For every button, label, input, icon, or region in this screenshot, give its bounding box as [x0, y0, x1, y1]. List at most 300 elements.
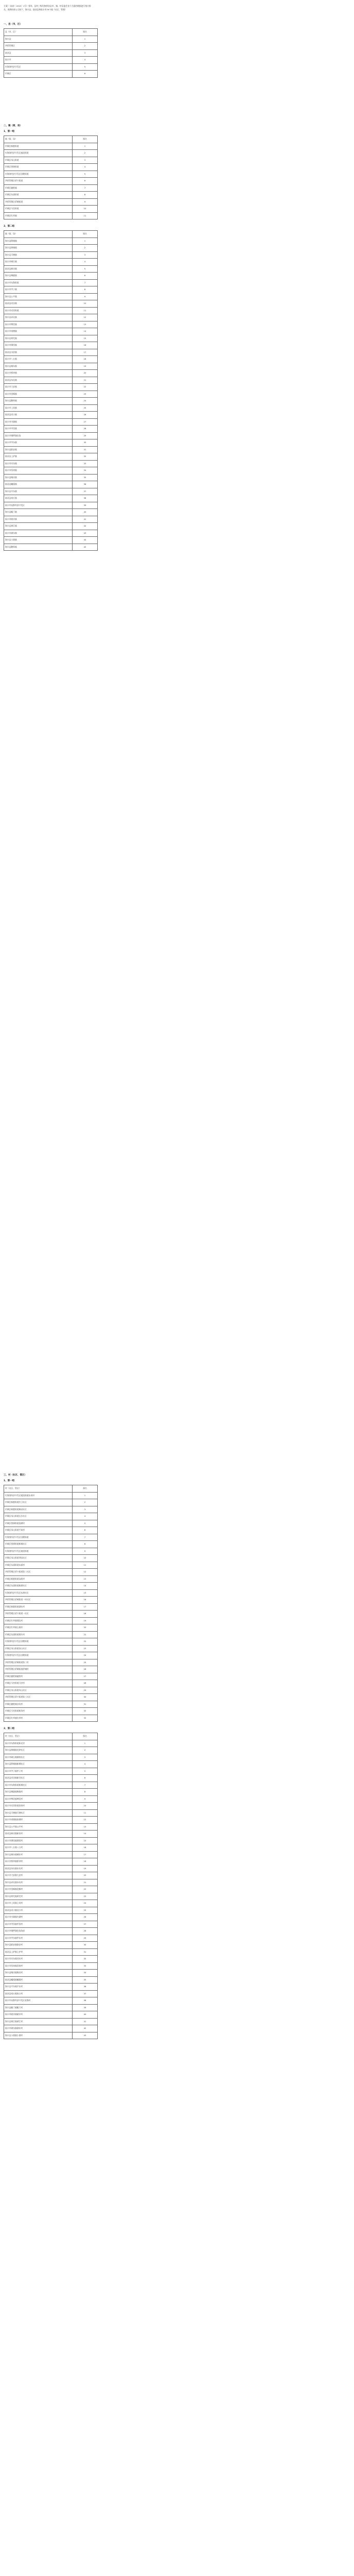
table-row	[4, 1589, 98, 1597]
row-rank-cell: 6	[73, 1775, 98, 1782]
row-name-cell: 陆丰市湖东镇湖东村	[4, 2025, 73, 2032]
row-name-cell: 陆河县河口镇	[4, 412, 73, 419]
row-name-cell: 华侨管理区侨城街道侨城村	[4, 1666, 73, 1673]
table-row	[4, 495, 98, 502]
row-name-cell: 陆丰市大安镇大安村	[4, 1872, 73, 1879]
row-rank-cell: 39	[73, 502, 98, 509]
section-village	[4, 1473, 94, 2044]
row-name-cell: 陆丰市南塘镇南塘村	[4, 1817, 73, 1824]
row-rank-cell: 28	[73, 426, 98, 433]
row-name-cell: 华侨管理区侨城街道第二村	[4, 1659, 73, 1666]
table-row	[4, 1548, 98, 1555]
row-rank-cell: 32	[73, 1956, 98, 1963]
row-rank-cell: 38	[73, 495, 98, 502]
row-name-cell: 海丰县海城镇龙津社区	[4, 1747, 73, 1754]
row-name-cell: 市城区凤山街道奎山社区	[4, 1645, 73, 1652]
row-name-cell: 海丰县公平镇	[4, 293, 73, 300]
table-row	[4, 1956, 98, 1963]
table-row	[4, 184, 98, 192]
row-name-cell: 市城区红草镇埔边村	[4, 1617, 73, 1624]
subsection-title: 1、第一组	[4, 130, 15, 133]
row-name-cell: 华侨管理区	[4, 43, 73, 50]
row-rank-cell: 8	[73, 1789, 98, 1796]
table-row	[4, 426, 98, 433]
row-rank-cell: 5	[73, 171, 98, 178]
row-rank-cell: 2	[73, 1499, 98, 1506]
row-name-cell: 华侨管理区侨兴街道第二社区	[4, 1569, 73, 1576]
row-rank-cell: 25	[73, 1659, 98, 1666]
row-name-cell: 陆河县河田镇	[4, 300, 73, 308]
table-row	[4, 467, 98, 474]
row-rank-cell: 13	[73, 1575, 98, 1583]
row-rank-cell: 35	[73, 474, 98, 481]
row-name-cell: 海丰县梅陇镇梅陇村	[4, 1789, 73, 1796]
row-name-cell: 陆丰市甲西镇	[4, 426, 73, 433]
row-name-cell: 市城区红草镇	[4, 212, 73, 219]
row-name-cell: 陆丰市博美镇	[4, 321, 73, 328]
row-name-cell: 红海湾经济开发区遮浪街道	[4, 1548, 73, 1555]
row-name-cell: 华侨管理区侨城街道一村社区	[4, 1597, 73, 1604]
row-rank-cell: 14	[73, 328, 98, 335]
row-rank-cell: 5	[73, 265, 98, 273]
row-rank-cell: 7	[73, 184, 98, 192]
row-name-cell: 陆丰市西南镇	[4, 467, 73, 474]
row-name-cell: 海丰县城东镇城东村	[4, 1851, 73, 1858]
row-rank-cell: 18	[73, 1858, 98, 1866]
row-rank-cell: 9	[73, 293, 98, 300]
row-rank-cell: 3	[73, 49, 98, 57]
row-name-cell: 市城区新港街道汕尾村	[4, 1575, 73, 1583]
row-rank-cell: 24	[73, 1900, 98, 1907]
row-name-cell: 陆河县南万镇南万村	[4, 1990, 73, 1997]
row-name-cell: 海丰县小漠镇	[4, 537, 73, 544]
row-name-cell: 海丰县附城镇新城社区	[4, 1761, 73, 1768]
row-rank-cell: 11	[73, 1562, 98, 1569]
row-rank-cell: 45	[73, 544, 98, 551]
table-row	[4, 1976, 98, 1984]
row-rank-cell: 2	[73, 245, 98, 252]
row-rank-cell: 42	[73, 2025, 98, 2032]
table-row	[4, 537, 98, 544]
row-rank-cell: 18	[73, 1611, 98, 1618]
table-row	[4, 1914, 98, 1921]
table-row	[4, 1569, 98, 1576]
intro-paragraph: 方案》（汕府〔2023〕1号）要求，县村三级均按照各县市、镇、村居委会各个方面的数据进行统计排名，现将结果公示如下，海丰县、陆河县和陆丰市76个镇（社区、管理）	[4, 5, 91, 11]
row-name-cell: 陆丰市潭西镇	[4, 342, 73, 349]
row-name-cell: 陆丰市大安镇	[4, 384, 73, 391]
row-name-cell: 市城区凤山街道翠园社区	[4, 1555, 73, 1562]
row-rank-cell: 25	[73, 404, 98, 412]
row-name-cell: 市城区凤山街道	[4, 157, 73, 164]
row-name-cell: 陆丰市河西街道	[4, 307, 73, 314]
row-rank-cell: 20	[73, 1624, 98, 1632]
table-row	[4, 432, 98, 439]
table-row	[4, 1831, 98, 1838]
table-row	[4, 57, 98, 64]
row-rank-cell: 21	[73, 377, 98, 384]
row-rank-cell: 30	[73, 1942, 98, 1949]
table-row	[4, 523, 98, 530]
row-name-cell: 陆河县新田镇	[4, 265, 73, 273]
table-row	[4, 1638, 98, 1646]
row-name-cell: 陆丰市内湖镇	[4, 418, 73, 426]
row-rank-cell: 11	[73, 1809, 98, 1817]
row-rank-cell: 27	[73, 1921, 98, 1928]
row-rank-cell: 37	[73, 1990, 98, 1997]
table-row	[4, 314, 98, 321]
subsection-title: 2、第二组	[4, 1727, 15, 1730]
row-name-cell: 陆丰市桥冲镇桥冲村	[4, 1858, 73, 1866]
row-name-cell: 海丰县海城镇	[4, 245, 73, 252]
row-rank-cell: 9	[73, 1795, 98, 1803]
table-row	[4, 363, 98, 370]
table-row	[4, 307, 98, 314]
row-rank-cell: 34	[73, 1970, 98, 1977]
row-name-cell: 市城区捷胜镇	[4, 184, 73, 192]
row-name-cell: 海丰县黄江镇	[4, 523, 73, 530]
row-name-cell: 陆丰市桥冲镇	[4, 370, 73, 377]
row-name-cell: 红海湾经济开发区田墘街道	[4, 1652, 73, 1659]
row-name-cell: 海丰县城东镇	[4, 363, 73, 370]
column-header-name: 镇（街、场）	[4, 231, 73, 238]
column-header-name: 县（市、区）	[4, 29, 73, 36]
table-row	[4, 1555, 98, 1562]
table-row	[4, 36, 98, 43]
row-rank-cell: 43	[73, 2032, 98, 2039]
table-row	[4, 544, 98, 551]
row-rank-cell: 30	[73, 1694, 98, 1701]
table-header-row	[4, 136, 98, 143]
table-row	[4, 356, 98, 363]
row-rank-cell: 10	[73, 300, 98, 308]
table-row	[4, 1513, 98, 1520]
table-row	[4, 418, 98, 426]
row-rank-cell: 24	[73, 398, 98, 405]
row-rank-cell: 31	[73, 1948, 98, 1956]
table-row	[4, 1666, 98, 1673]
row-name-cell: 陆丰市铜锣湖农场	[4, 432, 73, 439]
table-row	[4, 265, 98, 273]
row-name-cell: 陆丰市甲东镇甲东村	[4, 1935, 73, 1942]
table-row	[4, 1527, 98, 1534]
row-name-cell: 市城区香洲街道	[4, 164, 73, 171]
table-row	[4, 286, 98, 294]
row-rank-cell: 30	[73, 439, 98, 447]
table-row	[4, 349, 98, 356]
row-rank-cell: 23	[73, 1645, 98, 1652]
row-rank-cell: 19	[73, 1617, 98, 1624]
table-row	[4, 150, 98, 157]
row-rank-cell: 18	[73, 356, 98, 363]
row-rank-cell: 1	[73, 238, 98, 245]
row-name-cell: 陆丰市	[4, 57, 73, 64]
table-row	[4, 530, 98, 537]
table-row	[4, 2004, 98, 2011]
table-row	[4, 251, 98, 259]
row-name-cell: 红海湾经济开发区田墘街道	[4, 171, 73, 178]
row-name-cell: 海丰县赤坑镇	[4, 314, 73, 321]
table-row	[4, 1823, 98, 1831]
subsection-spacer	[4, 551, 94, 556]
row-rank-cell: 1	[73, 36, 98, 43]
row-name-cell: 陆丰市金厢镇金厢村	[4, 1886, 73, 1893]
table-row	[4, 516, 98, 523]
row-rank-cell: 6	[73, 1527, 98, 1534]
table-row	[4, 2018, 98, 2025]
row-rank-cell: 6	[73, 273, 98, 280]
row-rank-cell: 26	[73, 1666, 98, 1673]
column-header-rank: 排名	[73, 136, 98, 143]
table-row	[4, 2025, 98, 2032]
row-name-cell: 海丰县陶河镇陶河村	[4, 1970, 73, 1977]
table-row	[4, 1900, 98, 1907]
row-rank-cell: 31	[73, 446, 98, 453]
row-rank-cell: 3	[73, 1754, 98, 1761]
row-rank-cell: 33	[73, 460, 98, 467]
table-row	[4, 1597, 98, 1604]
row-name-cell: 陆丰市上英镇	[4, 404, 73, 412]
row-name-cell: 陆河县东坑镇东坑村	[4, 1865, 73, 1872]
row-name-cell: 市城区红草镇玉燕村	[4, 1624, 73, 1632]
row-name-cell: 陆丰市河西街道西南村	[4, 1803, 73, 1810]
table-row	[4, 1499, 98, 1506]
table-row	[4, 164, 98, 171]
row-name-cell: 华侨管理区侨兴街道一社区	[4, 1611, 73, 1618]
row-rank-cell: 21	[73, 1631, 98, 1638]
table-row	[4, 1768, 98, 1775]
row-name-cell: 陆河县河田镇新河社区	[4, 1775, 73, 1782]
table-row	[4, 1583, 98, 1590]
row-name-cell: 陆丰市星都经济开发区	[4, 502, 73, 509]
row-rank-cell: 34	[73, 467, 98, 474]
row-rank-cell: 43	[73, 530, 98, 537]
row-name-cell: 陆丰市甲子镇	[4, 286, 73, 294]
row-rank-cell: 4	[73, 1513, 98, 1520]
table-row	[4, 391, 98, 398]
table-row	[4, 1948, 98, 1956]
row-name-cell: 陆河县河口镇河口村	[4, 1907, 73, 1914]
row-rank-cell: 19	[73, 363, 98, 370]
row-name-cell: 红海湾经济开发区	[4, 63, 73, 71]
table-row	[4, 1872, 98, 1879]
table-row	[4, 1624, 98, 1632]
table-row	[4, 1817, 98, 1824]
row-name-cell: 海丰县可塘镇	[4, 251, 73, 259]
row-rank-cell: 17	[73, 1603, 98, 1611]
row-name-cell: 陆丰市湖东镇	[4, 530, 73, 537]
row-rank-cell: 29	[73, 1935, 98, 1942]
row-rank-cell: 5	[73, 1768, 98, 1775]
row-name-cell: 市城区凤山街道平岚村	[4, 1527, 73, 1534]
table-row	[4, 1603, 98, 1611]
column-header-name: 村（社区、管区）	[4, 1485, 73, 1493]
table-row	[4, 178, 98, 185]
row-rank-cell: 4	[73, 259, 98, 266]
table-row	[4, 43, 98, 50]
row-rank-cell: 22	[73, 384, 98, 391]
row-name-cell: 陆丰市东海街道新光村	[4, 1740, 73, 1747]
row-rank-cell: 8	[73, 286, 98, 294]
row-name-cell: 红海湾经济开发区遮浪街道东南村	[4, 1492, 73, 1499]
table-row	[4, 1740, 98, 1747]
row-name-cell: 陆丰市内湖镇内湖村	[4, 1914, 73, 1921]
row-name-cell: 市城区马宫街道新沟村	[4, 1708, 73, 1715]
table-row	[4, 1611, 98, 1618]
row-name-cell: 陆河县水唇镇	[4, 349, 73, 356]
row-name-cell: 海丰县公平镇公平村	[4, 1823, 73, 1831]
row-name-cell: 海丰县鹅埠镇	[4, 398, 73, 405]
table-row	[4, 488, 98, 495]
table-row	[4, 321, 98, 328]
row-rank-cell: 15	[73, 335, 98, 342]
ranking-table	[4, 28, 98, 78]
ranking-table	[4, 135, 98, 219]
table-row	[4, 474, 98, 481]
table-row	[4, 1935, 98, 1942]
row-name-cell: 陆丰市潭西镇潭西村	[4, 1837, 73, 1844]
table-row	[4, 398, 98, 405]
row-name-cell: 海丰县鹅埠镇	[4, 544, 73, 551]
row-rank-cell: 40	[73, 509, 98, 516]
row-rank-cell: 41	[73, 516, 98, 523]
row-name-cell: 市城区	[4, 71, 73, 78]
table-row	[4, 1809, 98, 1817]
row-name-cell: 市城区红草镇红草村	[4, 1715, 73, 1722]
section-title: 三、村（社区、管区）	[4, 1474, 27, 1477]
row-rank-cell: 3	[73, 251, 98, 259]
row-rank-cell: 15	[73, 1837, 98, 1844]
table-row	[4, 238, 98, 245]
table-row	[4, 1754, 98, 1761]
table-row	[4, 335, 98, 342]
row-rank-cell: 20	[73, 370, 98, 377]
row-rank-cell: 14	[73, 1831, 98, 1838]
row-rank-cell: 25	[73, 1907, 98, 1914]
table-row	[4, 1575, 98, 1583]
row-rank-cell: 28	[73, 1928, 98, 1935]
row-rank-cell: 2	[73, 43, 98, 50]
row-rank-cell: 22	[73, 1638, 98, 1646]
row-rank-cell: 20	[73, 1872, 98, 1879]
row-name-cell: 海丰县黄江镇黄江村	[4, 2018, 73, 2025]
table-row	[4, 157, 98, 164]
table-row	[4, 1893, 98, 1900]
row-name-cell: 陆丰市铜锣湖农场场部	[4, 1928, 73, 1935]
table-row	[4, 198, 98, 206]
table-row	[4, 2032, 98, 2039]
table-row	[4, 502, 98, 509]
row-rank-cell: 5	[73, 63, 98, 71]
row-rank-cell: 10	[73, 1555, 98, 1562]
row-name-cell: 华侨管理区侨兴街道	[4, 178, 73, 185]
table-row	[4, 1962, 98, 1970]
table-row	[4, 1694, 98, 1701]
table-row	[4, 300, 98, 308]
table-row	[4, 1652, 98, 1659]
table-row	[4, 1659, 98, 1666]
row-name-cell: 陆丰市河东镇	[4, 460, 73, 467]
table-row	[4, 460, 98, 467]
table-row	[4, 71, 98, 78]
table-row	[4, 1715, 98, 1722]
ranking-table	[4, 230, 98, 551]
table-row	[4, 1984, 98, 1991]
column-header-rank: 排名	[73, 231, 98, 238]
row-rank-cell: 16	[73, 1597, 98, 1604]
table-row	[4, 481, 98, 488]
row-name-cell: 陆丰市八万镇	[4, 356, 73, 363]
row-rank-cell: 4	[73, 1761, 98, 1768]
row-name-cell: 海丰县附城镇	[4, 238, 73, 245]
row-rank-cell: 40	[73, 2011, 98, 2019]
table-row	[4, 404, 98, 412]
row-rank-cell: 22	[73, 1886, 98, 1893]
row-name-cell: 海丰县小漠镇小漠村	[4, 2032, 73, 2039]
table-row	[4, 245, 98, 252]
row-rank-cell: 29	[73, 432, 98, 439]
row-rank-cell: 37	[73, 488, 98, 495]
row-rank-cell: 7	[73, 1534, 98, 1541]
row-name-cell: 市城区马宫街道	[4, 206, 73, 213]
row-name-cell: 海丰县黄羌镇	[4, 335, 73, 342]
row-name-cell: 市城区东涌街道墩头村	[4, 1631, 73, 1638]
ranking-table	[4, 1733, 98, 2039]
row-rank-cell: 31	[73, 1701, 98, 1708]
section-title: 一、县（市、区）	[4, 23, 22, 26]
column-header-rank: 排名	[73, 1485, 98, 1493]
table-row	[4, 171, 98, 178]
row-name-cell: 华侨管理区侨城街道	[4, 198, 73, 206]
row-rank-cell: 16	[73, 1844, 98, 1852]
row-name-cell: 陆丰市东海街道新城社区	[4, 1782, 73, 1789]
row-name-cell: 海丰县梅陇镇	[4, 273, 73, 280]
row-rank-cell: 7	[73, 1782, 98, 1789]
column-header-name: 村（社区、管区）	[4, 1733, 73, 1740]
table-row	[4, 1803, 98, 1810]
table-row	[4, 1789, 98, 1796]
table-row	[4, 1782, 98, 1789]
subsection-spacer	[4, 78, 94, 83]
row-name-cell: 海丰县	[4, 36, 73, 43]
row-name-cell: 陆丰市西南镇西南村	[4, 1962, 73, 1970]
row-rank-cell: 7	[73, 279, 98, 286]
row-rank-cell: 32	[73, 453, 98, 461]
row-rank-cell: 36	[73, 1984, 98, 1991]
table-header-row	[4, 231, 98, 238]
row-rank-cell: 5	[73, 1520, 98, 1527]
table-row	[4, 384, 98, 391]
row-name-cell: 海丰县联安镇	[4, 446, 73, 453]
row-rank-cell: 9	[73, 1548, 98, 1555]
row-name-cell: 华侨管理区侨兴街道第三社区	[4, 1694, 73, 1701]
row-rank-cell: 44	[73, 537, 98, 544]
section-title: 二、镇（街、场）	[4, 125, 22, 127]
subsection-title: 1、第一组	[4, 1480, 15, 1482]
ranking-table	[4, 1485, 98, 1722]
table-row	[4, 1990, 98, 1997]
subsection-spacer	[4, 1722, 94, 1727]
row-rank-cell: 17	[73, 1851, 98, 1858]
row-name-cell: 市城区凤山街道长沙社区	[4, 1513, 73, 1520]
row-name-cell: 陆丰市南塘镇	[4, 328, 73, 335]
row-name-cell: 海丰县赤坑镇赤坑村	[4, 1879, 73, 1886]
table-row	[4, 1851, 98, 1858]
row-name-cell: 红海湾经济开发区遮浪街道	[4, 150, 73, 157]
row-rank-cell: 21	[73, 1879, 98, 1886]
row-rank-cell: 15	[73, 1589, 98, 1597]
row-name-cell: 市城区捷胜镇沙坑村	[4, 1701, 73, 1708]
column-header-name: 镇（街、场）	[4, 136, 73, 143]
